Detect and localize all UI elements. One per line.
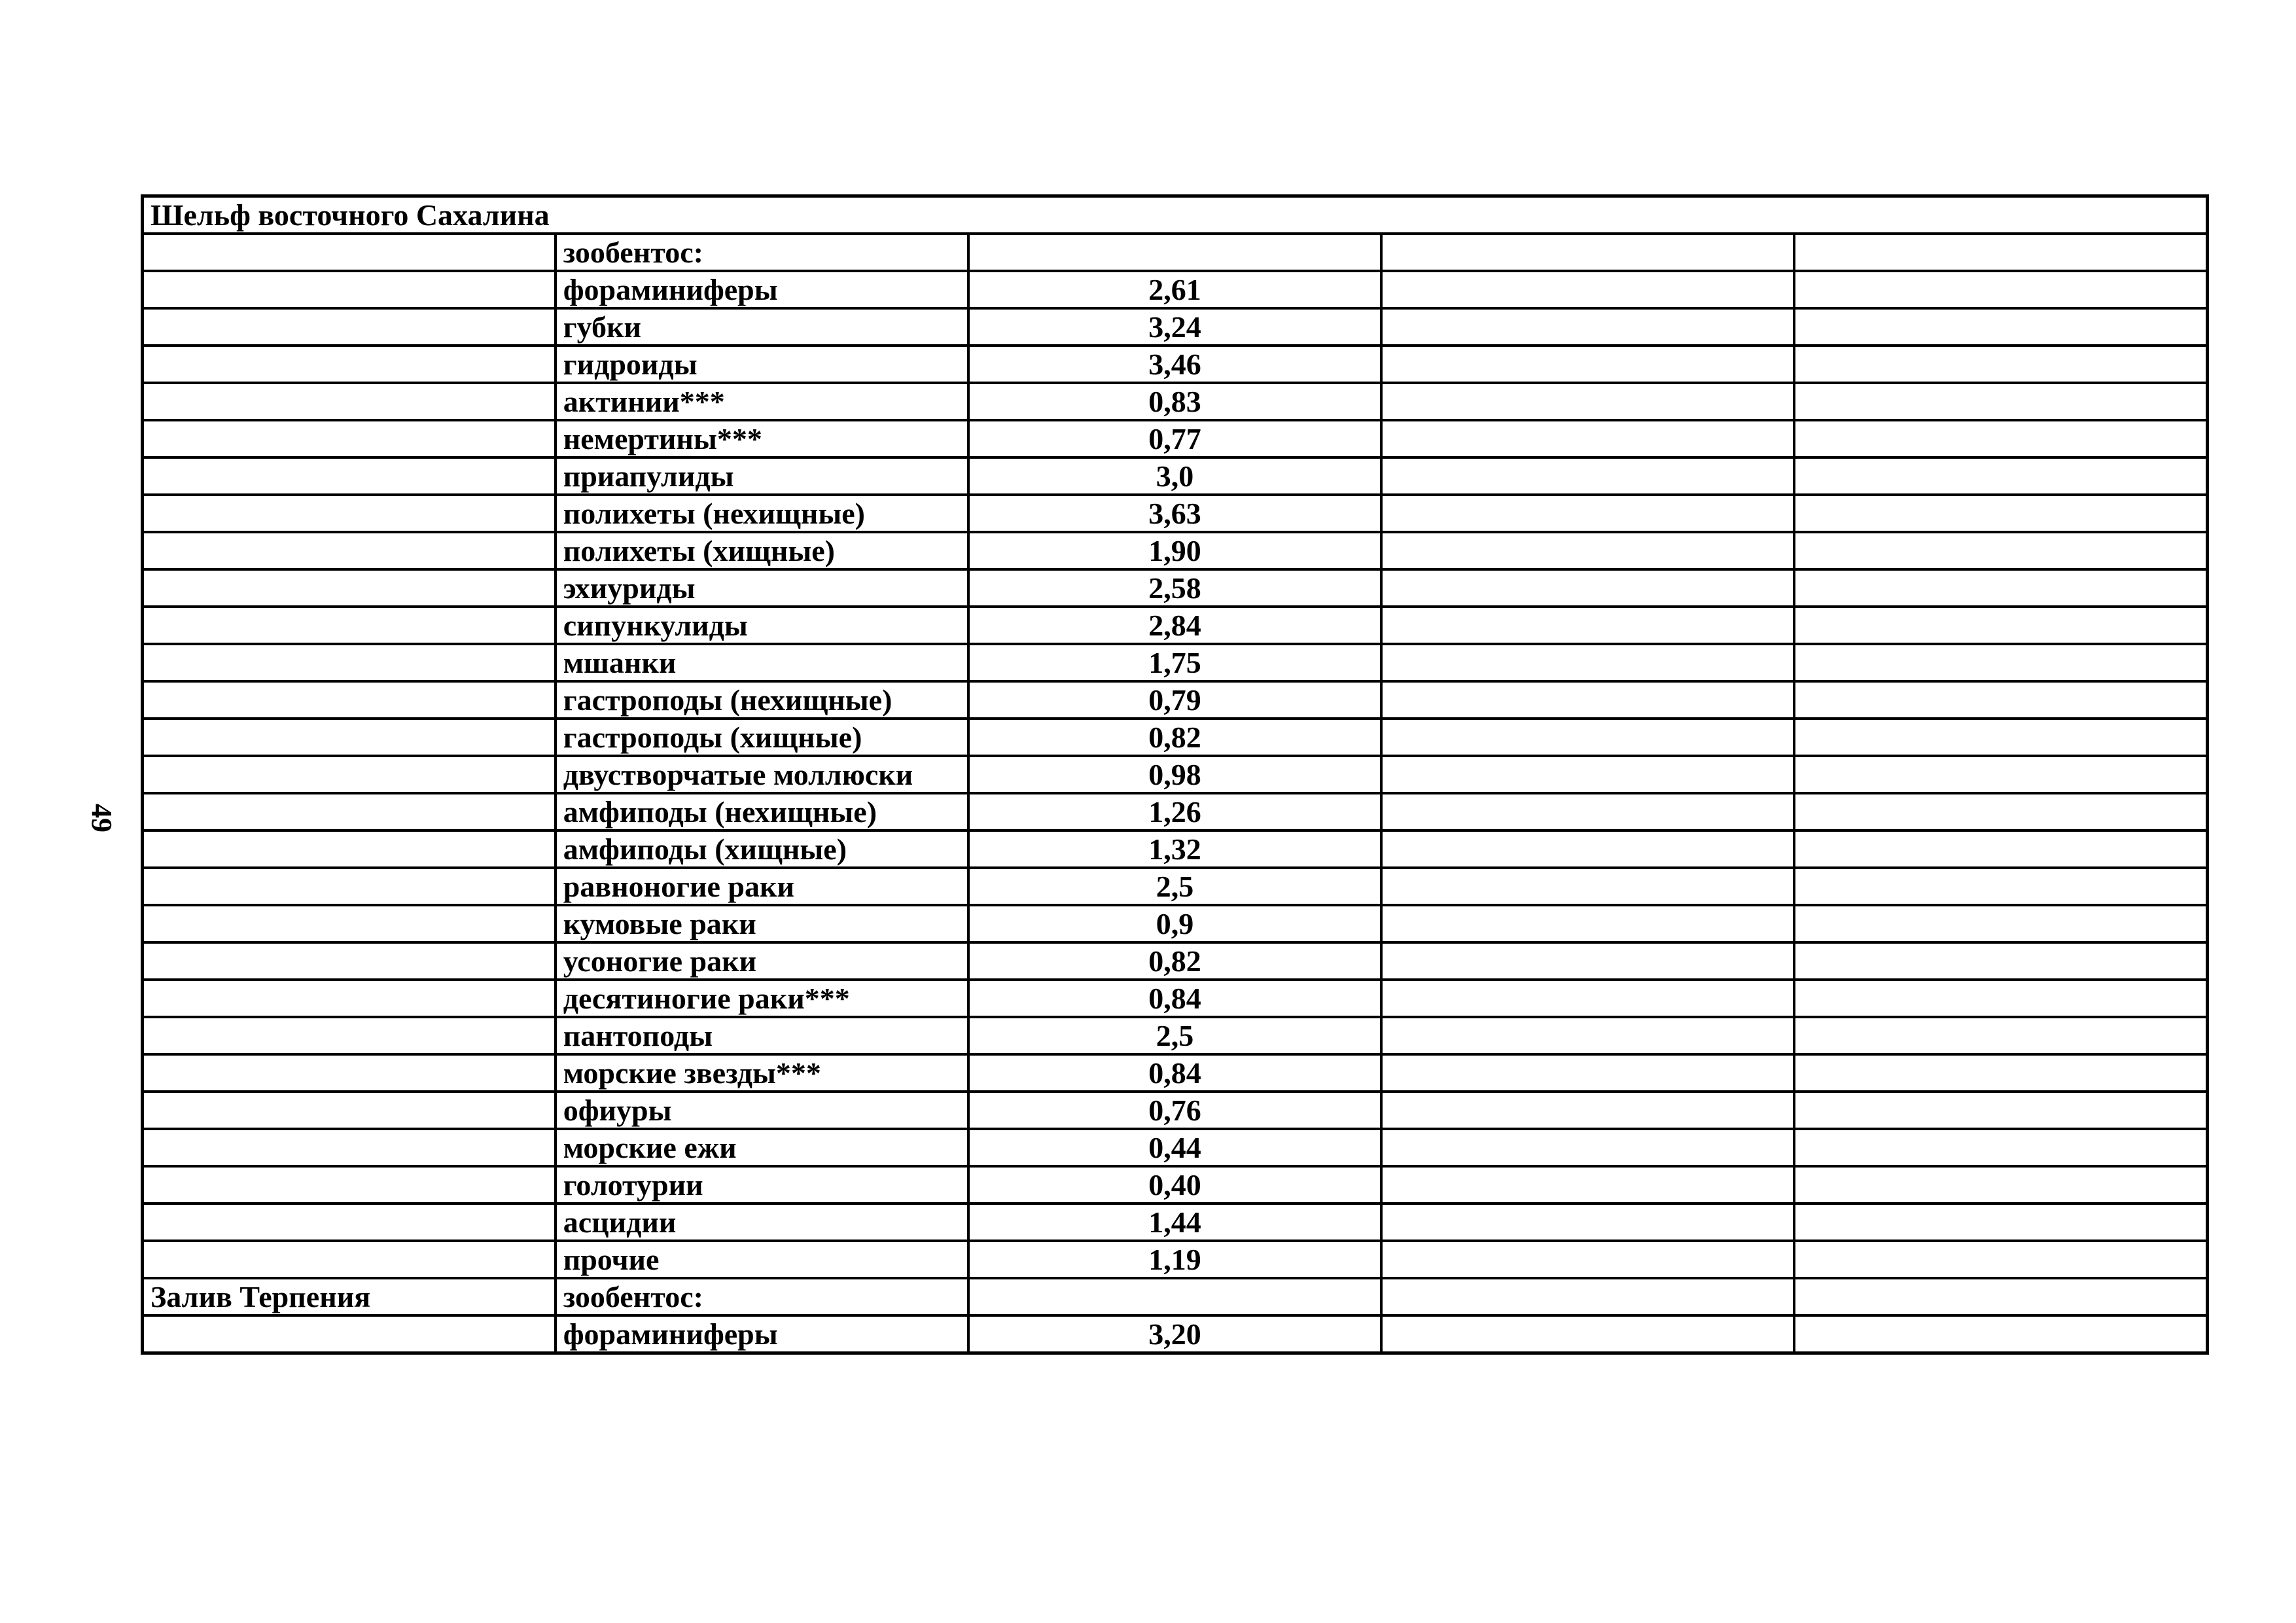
empty-cell xyxy=(1381,457,1794,495)
taxon-value: 0,84 xyxy=(968,980,1381,1017)
table-row xyxy=(143,1166,2208,1204)
empty-cell xyxy=(1794,495,2207,532)
region-cell xyxy=(143,1129,556,1166)
taxon-value: 2,5 xyxy=(968,868,1381,905)
empty-cell xyxy=(1794,793,2207,830)
empty-cell xyxy=(1381,420,1794,457)
taxon-value: 0,9 xyxy=(968,905,1381,942)
empty-cell xyxy=(1794,1092,2207,1129)
taxon-name: морские ежи xyxy=(556,1129,968,1166)
taxon-name: офиуры xyxy=(556,1092,968,1129)
empty-cell xyxy=(1794,1129,2207,1166)
group-label: зообентос: xyxy=(556,234,968,271)
empty-cell xyxy=(1794,681,2207,719)
region-cell xyxy=(143,942,556,980)
region-cell xyxy=(143,1315,556,1353)
group-label-row xyxy=(143,234,2208,271)
region-cell xyxy=(143,420,556,457)
table-row xyxy=(143,644,2208,681)
empty-cell xyxy=(1794,980,2207,1017)
empty-cell xyxy=(1794,383,2207,420)
region-cell xyxy=(143,308,556,346)
empty-cell xyxy=(1794,1054,2207,1092)
taxon-name: фораминиферы xyxy=(556,271,968,308)
table-row xyxy=(143,980,2208,1017)
region-cell xyxy=(143,868,556,905)
empty-cell xyxy=(1794,457,2207,495)
empty-cell xyxy=(1381,308,1794,346)
taxon-value: 3,0 xyxy=(968,457,1381,495)
taxon-value: 0,82 xyxy=(968,942,1381,980)
empty-cell xyxy=(1381,607,1794,644)
empty-cell xyxy=(1794,1315,2207,1353)
taxon-name: полихеты (нехищные) xyxy=(556,495,968,532)
region-cell xyxy=(143,1166,556,1204)
taxon-name: гастроподы (нехищные) xyxy=(556,681,968,719)
taxon-name: десятиногие раки*** xyxy=(556,980,968,1017)
table-row xyxy=(143,1315,2208,1353)
taxon-name: пантоподы xyxy=(556,1017,968,1054)
taxon-value: 3,20 xyxy=(968,1315,1381,1353)
empty-cell xyxy=(1794,1241,2207,1278)
empty-cell xyxy=(1794,644,2207,681)
data-table xyxy=(141,194,2209,1355)
empty-cell xyxy=(1381,1241,1794,1278)
taxon-name: кумовые раки xyxy=(556,905,968,942)
taxon-name: губки xyxy=(556,308,968,346)
table-row xyxy=(143,271,2208,308)
empty-cell xyxy=(1381,681,1794,719)
empty-cell xyxy=(1381,719,1794,756)
value-cell xyxy=(968,1278,1381,1315)
taxon-value: 2,5 xyxy=(968,1017,1381,1054)
section-header-row xyxy=(143,196,2208,234)
empty-cell xyxy=(1381,383,1794,420)
region-cell xyxy=(143,1092,556,1129)
table-row xyxy=(143,1241,2208,1278)
empty-cell xyxy=(1381,830,1794,868)
taxon-value: 2,58 xyxy=(968,569,1381,607)
empty-cell xyxy=(1794,234,2207,271)
taxon-value: 2,61 xyxy=(968,271,1381,308)
taxon-name: асцидии xyxy=(556,1204,968,1241)
taxon-value: 0,76 xyxy=(968,1092,1381,1129)
taxon-name: равноногие раки xyxy=(556,868,968,905)
region-cell xyxy=(143,681,556,719)
region-cell xyxy=(143,234,556,271)
taxon-name: морские звезды*** xyxy=(556,1054,968,1092)
taxon-name: гастроподы (хищные) xyxy=(556,719,968,756)
empty-cell xyxy=(1794,719,2207,756)
empty-cell xyxy=(1381,644,1794,681)
taxon-name: приапулиды xyxy=(556,457,968,495)
table-row xyxy=(143,1092,2208,1129)
table-row xyxy=(143,495,2208,532)
region-title: Залив Терпения xyxy=(143,1278,556,1315)
taxon-name: эхиуриды xyxy=(556,569,968,607)
empty-cell xyxy=(1381,1017,1794,1054)
taxon-value: 3,46 xyxy=(968,346,1381,383)
empty-cell xyxy=(1794,1278,2207,1315)
region-cell xyxy=(143,793,556,830)
empty-cell xyxy=(1381,980,1794,1017)
region-cell xyxy=(143,1017,556,1054)
taxon-value: 1,19 xyxy=(968,1241,1381,1278)
table-row xyxy=(143,868,2208,905)
taxon-name: актинии*** xyxy=(556,383,968,420)
table-row xyxy=(143,1129,2208,1166)
taxon-name: гидроиды xyxy=(556,346,968,383)
region-cell xyxy=(143,495,556,532)
taxon-value: 0,40 xyxy=(968,1166,1381,1204)
value-cell xyxy=(968,234,1381,271)
empty-cell xyxy=(1794,905,2207,942)
taxon-value: 2,84 xyxy=(968,607,1381,644)
region-cell xyxy=(143,607,556,644)
empty-cell xyxy=(1794,308,2207,346)
table-row xyxy=(143,607,2208,644)
empty-cell xyxy=(1381,905,1794,942)
empty-cell xyxy=(1794,420,2207,457)
empty-cell xyxy=(1794,346,2207,383)
region-cell xyxy=(143,1054,556,1092)
empty-cell xyxy=(1381,868,1794,905)
table-row xyxy=(143,1017,2208,1054)
region-cell xyxy=(143,644,556,681)
region-cell xyxy=(143,830,556,868)
empty-cell xyxy=(1381,234,1794,271)
region-cell xyxy=(143,1204,556,1241)
taxon-value: 3,24 xyxy=(968,308,1381,346)
table-row xyxy=(143,383,2208,420)
region-cell xyxy=(143,457,556,495)
taxon-value: 0,84 xyxy=(968,1054,1381,1092)
taxon-value: 1,75 xyxy=(968,644,1381,681)
region-title: Шельф восточного Сахалина xyxy=(143,196,2208,234)
table-body xyxy=(143,196,2208,1353)
table-row xyxy=(143,1054,2208,1092)
table-row xyxy=(143,756,2208,793)
region-cell xyxy=(143,569,556,607)
empty-cell xyxy=(1381,1315,1794,1353)
taxon-name: двустворчатые моллюски xyxy=(556,756,968,793)
region-cell xyxy=(143,980,556,1017)
region-cell xyxy=(143,383,556,420)
region-cell xyxy=(143,346,556,383)
taxon-value: 0,98 xyxy=(968,756,1381,793)
taxon-name: немертины*** xyxy=(556,420,968,457)
taxon-name: амфиподы (нехищные) xyxy=(556,793,968,830)
empty-cell xyxy=(1794,830,2207,868)
empty-cell xyxy=(1381,569,1794,607)
taxon-name: сипункулиды xyxy=(556,607,968,644)
empty-cell xyxy=(1794,868,2207,905)
group-label: зообентос: xyxy=(556,1278,968,1315)
empty-cell xyxy=(1794,532,2207,569)
empty-cell xyxy=(1794,271,2207,308)
region-cell xyxy=(143,905,556,942)
empty-cell xyxy=(1381,346,1794,383)
taxon-value: 3,63 xyxy=(968,495,1381,532)
taxon-value: 0,82 xyxy=(968,719,1381,756)
table-row xyxy=(143,346,2208,383)
empty-cell xyxy=(1381,1278,1794,1315)
empty-cell xyxy=(1794,756,2207,793)
region-cell xyxy=(143,719,556,756)
taxon-name: амфиподы (хищные) xyxy=(556,830,968,868)
table-row xyxy=(143,457,2208,495)
region-cell xyxy=(143,271,556,308)
region-cell xyxy=(143,532,556,569)
taxon-name: мшанки xyxy=(556,644,968,681)
empty-cell xyxy=(1794,569,2207,607)
page-number: 49 xyxy=(86,804,118,832)
taxon-value: 1,32 xyxy=(968,830,1381,868)
table-row xyxy=(143,532,2208,569)
region-cell xyxy=(143,756,556,793)
empty-cell xyxy=(1381,495,1794,532)
table-row xyxy=(143,905,2208,942)
taxon-value: 1,44 xyxy=(968,1204,1381,1241)
taxon-value: 0,83 xyxy=(968,383,1381,420)
table-row xyxy=(143,793,2208,830)
empty-cell xyxy=(1381,942,1794,980)
taxon-name: прочие xyxy=(556,1241,968,1278)
table-row xyxy=(143,830,2208,868)
taxon-name: полихеты (хищные) xyxy=(556,532,968,569)
empty-cell xyxy=(1381,271,1794,308)
empty-cell xyxy=(1794,1204,2207,1241)
empty-cell xyxy=(1794,1166,2207,1204)
table-row xyxy=(143,1204,2208,1241)
empty-cell xyxy=(1794,942,2207,980)
taxon-value: 1,26 xyxy=(968,793,1381,830)
taxon-name: фораминиферы xyxy=(556,1315,968,1353)
table-row xyxy=(143,420,2208,457)
taxon-value: 0,79 xyxy=(968,681,1381,719)
empty-cell xyxy=(1381,532,1794,569)
empty-cell xyxy=(1794,1017,2207,1054)
empty-cell xyxy=(1381,1166,1794,1204)
region-cell xyxy=(143,1241,556,1278)
empty-cell xyxy=(1381,793,1794,830)
table-row xyxy=(143,569,2208,607)
empty-cell xyxy=(1381,1054,1794,1092)
table-row xyxy=(143,942,2208,980)
empty-cell xyxy=(1381,756,1794,793)
taxon-value: 0,44 xyxy=(968,1129,1381,1166)
empty-cell xyxy=(1794,607,2207,644)
empty-cell xyxy=(1381,1092,1794,1129)
taxon-name: голотурии xyxy=(556,1166,968,1204)
table-row xyxy=(143,681,2208,719)
empty-cell xyxy=(1381,1129,1794,1166)
table-row xyxy=(143,719,2208,756)
taxon-value: 1,90 xyxy=(968,532,1381,569)
taxon-name: усоногие раки xyxy=(556,942,968,980)
group-label-row xyxy=(143,1278,2208,1315)
taxon-value: 0,77 xyxy=(968,420,1381,457)
table-row xyxy=(143,308,2208,346)
empty-cell xyxy=(1381,1204,1794,1241)
